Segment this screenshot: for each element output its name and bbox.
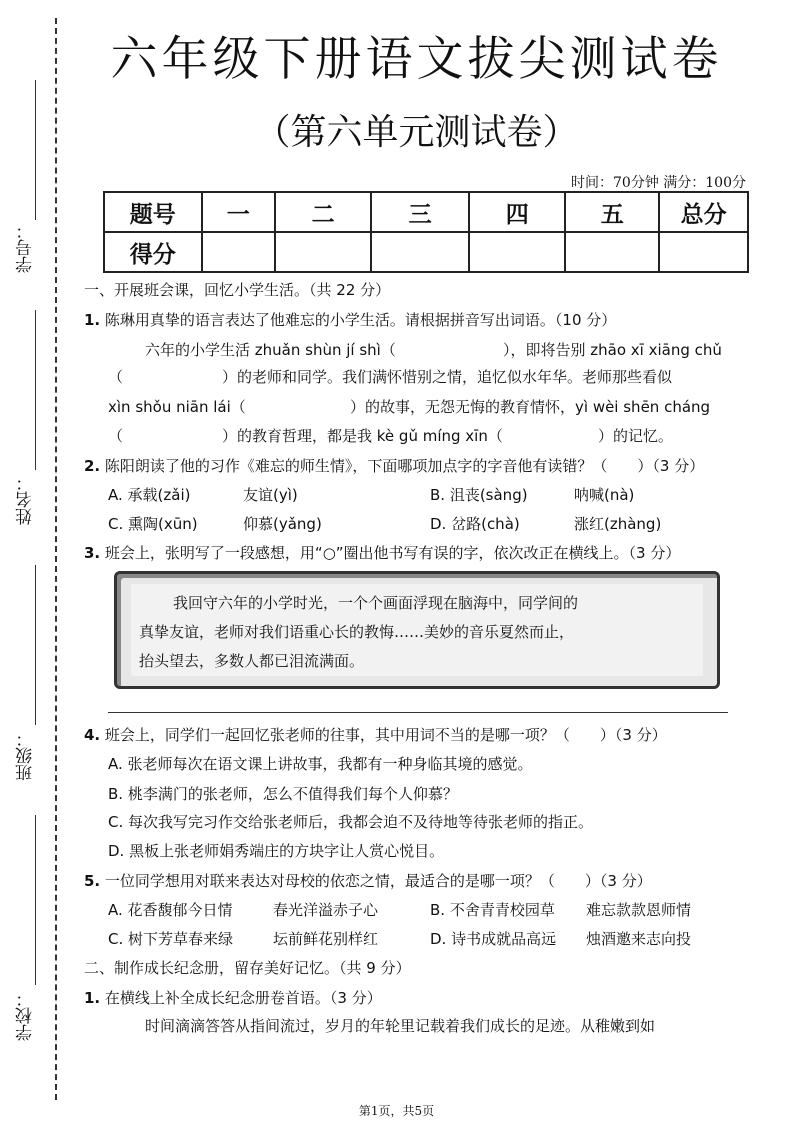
section-2-question-1-prompt (84, 987, 382, 1008)
q4-option-b[interactable]: B. 桃李满门的张老师，怎么不值得我们每个人仰慕？ (108, 785, 458, 803)
q1-line1-a: 六年的小学生活 zhuǎn shùn jí shì（ (145, 341, 396, 359)
score-cell[interactable] (371, 232, 469, 272)
passage-line[interactable]: 真挚友谊，老师对我们语重心长的教悔……美妙的音乐夏然而止， (139, 623, 575, 641)
q5-option-c2[interactable]: 坛前鲜花别样红 (273, 930, 379, 948)
question-5-prompt (84, 870, 652, 891)
score-cell[interactable] (275, 232, 372, 272)
q3-answer-line[interactable] (108, 712, 728, 713)
school-label: 学校： (16, 990, 36, 1041)
page-subtitle: （第六单元测试卷） (254, 112, 579, 153)
name-label: 姓名： (16, 474, 36, 525)
section-2-q1-line: 时间滴滴答答从指间流过，岁月的年轮里记载着我们成长的足迹。从稚嫩到如 (145, 1017, 656, 1035)
score-header-cell: 题号 (104, 192, 202, 232)
score-header-cell: 一 (202, 192, 275, 232)
question-number: 1. (84, 989, 101, 1007)
q1-line1-b: ），即将告别 zhāo xī xiāng chǔ (503, 341, 722, 359)
q4-option-a[interactable]: A. 张老师每次在语文课上讲故事，我都有一种身临其境的感觉。 (108, 755, 533, 773)
score-cell[interactable] (469, 232, 566, 272)
q5-option-b2[interactable]: 难忘款款恩师情 (586, 901, 692, 919)
question-text: 一位同学想用对联来表达对母校的依恋之情，最适合的是哪一项？（ ）（3 分） (104, 872, 652, 890)
q4-option-d[interactable]: D. 黑板上张老师娟秀端庄的方块字让人赏心悦目。 (108, 842, 445, 860)
score-row-label: 得分 (104, 232, 202, 272)
q1-line4-b: ）的教育哲理，都是我 kè gǔ míng xīn（ (222, 427, 503, 445)
q1-line2-a: （ (108, 368, 124, 386)
q1-line4-a: （ (108, 427, 124, 445)
q5-option-c1[interactable]: C. 树下芳草春来绿 (108, 930, 234, 948)
page-title: 六年级下册语文拔尖测试卷 (110, 32, 723, 87)
score-cell[interactable] (565, 232, 659, 272)
passage-line[interactable]: 我回守六年的小学时光，一个个画面浮现在脑海中，同学间的 (173, 594, 579, 612)
score-cell[interactable] (202, 232, 275, 272)
q5-option-b1[interactable]: B. 不舍青青校园草 (430, 901, 555, 919)
question-text: 陈琳用真挚的语言表达了他难忘的小学生活。请根据拼音写出词语。（10 分） (104, 311, 617, 329)
page-number: 第1页，共5页 (358, 1104, 435, 1118)
question-number: 1. (84, 311, 101, 329)
passage-scroll-paper (131, 584, 703, 676)
question-number: 5. (84, 872, 101, 890)
student-id-label: 学号： (16, 222, 36, 273)
time-score-info: 时间：70分钟 满分：100分 (571, 175, 746, 191)
q5-option-d2[interactable]: 烛酒邀来志向投 (586, 930, 692, 948)
passage-scroll-box (114, 571, 720, 689)
score-cell[interactable] (659, 232, 748, 272)
question-text: 陈阳朗读了他的习作《难忘的师生情》，下面哪项加点字的字音他有读错？（ ）（3 分） (104, 457, 705, 475)
question-2-prompt (84, 455, 704, 476)
score-header-cell: 四 (469, 192, 566, 232)
name-field[interactable] (35, 310, 36, 470)
question-3-prompt (84, 542, 680, 563)
q1-line3-a: xìn shǒu niān lái（ (108, 398, 246, 416)
q5-option-a2[interactable]: 春光洋溢赤子心 (273, 901, 379, 919)
score-header-cell: 五 (565, 192, 659, 232)
question-text: 班会上，同学们一起回忆张老师的往事，其中用词不当的是哪一项？（ ）（3 分） (104, 726, 667, 744)
score-table (103, 191, 749, 273)
q2-option-c1[interactable]: C. 熏陶(xūn) (108, 515, 198, 533)
section-2-heading: 二、制作成长纪念册，留存美好记忆。（共 9 分） (84, 959, 411, 977)
q1-line2-b: ）的老师和同学。我们满怀惜别之情，追忆似水年华。老师那些看似 (222, 368, 673, 386)
q2-option-a2[interactable]: 友谊(yì) (243, 486, 298, 504)
q4-option-c[interactable]: C. 每次我写完习作交给张老师后，我都会迫不及待地等待张老师的指正。 (108, 813, 594, 831)
question-number: 4. (84, 726, 101, 744)
score-table-score-row (104, 232, 748, 272)
score-table-header-row (104, 192, 748, 232)
q5-option-d1[interactable]: D. 诗书成就品高远 (430, 930, 557, 948)
section-1-heading: 一、开展班会课，回忆小学生活。（共 22 分） (84, 281, 391, 299)
score-header-cell: 总分 (659, 192, 748, 232)
q5-option-a1[interactable]: A. 花香馥郁今日情 (108, 901, 233, 919)
score-header-cell: 三 (371, 192, 469, 232)
school-field[interactable] (35, 815, 36, 985)
q2-option-d1[interactable]: D. 岔路(chà) (430, 515, 520, 533)
question-4-prompt (84, 724, 667, 745)
binding-dashed-line (55, 18, 57, 1100)
question-text: 在横线上补全成长纪念册卷首语。（3 分） (104, 989, 382, 1007)
q2-option-a1[interactable]: A. 承载(zǎi) (108, 486, 191, 504)
q1-line4-c: ）的记忆。 (598, 427, 674, 445)
passage-line[interactable]: 抬头望去，多数人都已泪流满面。 (139, 652, 365, 670)
question-number: 2. (84, 457, 101, 475)
q2-option-c2[interactable]: 仰慕(yǎng) (243, 515, 322, 533)
q1-line3-b: ）的故事，无怨无悔的教育情怀，yì wèi shēn cháng (350, 398, 711, 416)
class-field[interactable] (35, 565, 36, 725)
q2-option-d2[interactable]: 涨红(zhàng) (574, 515, 662, 533)
question-text: 班会上，张明写了一段感想，用“○”圈出他书写有误的字，依次改正在横线上。（3 分） (104, 544, 681, 562)
q2-option-b2[interactable]: 呐喊(nà) (574, 486, 635, 504)
question-number: 3. (84, 544, 101, 562)
question-1-prompt (84, 309, 616, 330)
score-header-cell: 二 (275, 192, 372, 232)
class-label: 班级： (16, 730, 36, 781)
q2-option-b1[interactable]: B. 沮丧(sàng) (430, 486, 528, 504)
